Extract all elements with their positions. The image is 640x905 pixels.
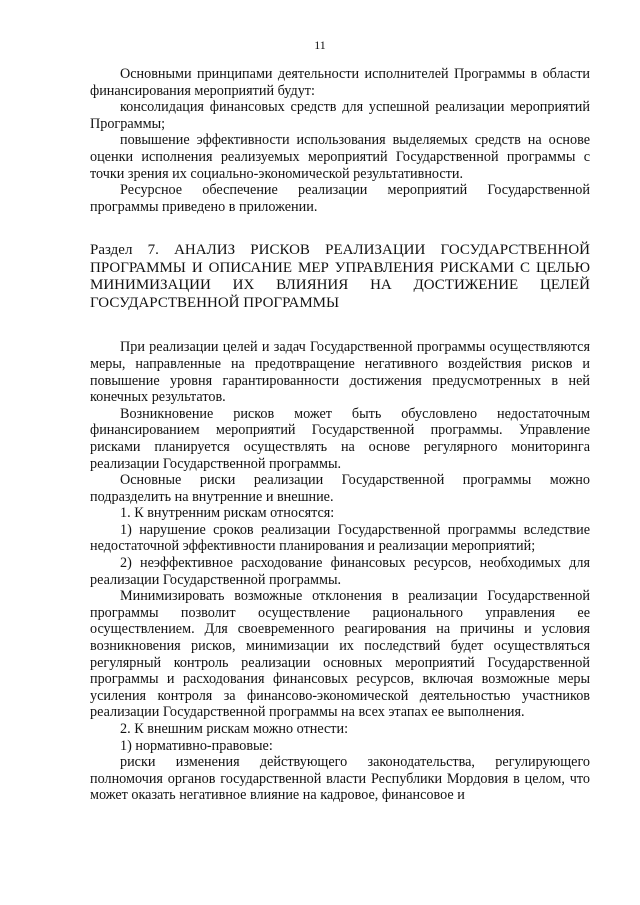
paragraph: 1) нарушение сроков реализации Государственной программы вследствие недостаточной эффективности планирования и реализации мероприятий; xyxy=(90,521,590,555)
section-heading: Раздел 7. АНАЛИЗ РИСКОВ РЕАЛИЗАЦИИ ГОСУДАРСТВЕННОЙ ПРОГРАММЫ И ОПИСАНИЕ МЕР УПРАВЛЕНИЯ РИСКАМИ С ЦЕЛЬЮ МИНИМИЗАЦИИ ИХ ВЛИЯНИЯ НА ДОСТИЖЕНИЕ ЦЕЛЕЙ ГОСУДАРСТВЕННОЙ ПРОГРАММЫ xyxy=(90,242,590,311)
paragraph: Основные риски реализации Государственной программы можно подразделить на внутренние и внешние. xyxy=(90,472,590,505)
page-number: 11 xyxy=(314,38,326,52)
paragraph: 2. К внешним рискам можно отнести: xyxy=(120,721,349,737)
paragraph: риски изменения действующего законодательства, регулирующего полномочия органов государственной власти Республики Мордовия в целом, что может оказать негативное влияние на кадровое, финансовое и xyxy=(90,754,590,804)
paragraph: 1) нормативно-правовые: xyxy=(120,737,273,754)
paragraph: Возникновение рисков может быть обусловлено недостаточным финансированием мероприятий Государственной программы. Управление рисками планируется осуществлять на основе регулярного мониторинга реализации Государственной программы. xyxy=(90,405,590,472)
paragraph: 2) неэффективное расходование финансовых ресурсов, необходимых для реализации Государственной программы. xyxy=(90,555,590,588)
paragraph: При реализации целей и задач Государственной программы осуществляются меры, направленные на предотвращение негативного воздействия рисков и повышение уровня гарантированности достижения предусмотренных в ней конечных результатов. xyxy=(90,339,590,406)
paragraph: Ресурсное обеспечение реализации мероприятий Государственной программы приведено в приложении. xyxy=(90,182,590,215)
document-body xyxy=(90,66,590,804)
paragraph: 1. К внутренним рискам относятся: xyxy=(120,505,335,522)
paragraph: повышение эффективности использования выделяемых средств на основе оценки исполнения реализуемых мероприятий Государственной программы с точки зрения их социально-экономической результативности. xyxy=(90,132,590,182)
spacer xyxy=(90,312,590,339)
paragraph: консолидация финансовых средств для успешной реализации мероприятий Программы; xyxy=(90,99,590,132)
paragraph: Минимизировать возможные отклонения в реализации Государственной программы позволит осуществление рационального управления ее осуществлением. Для своевременного реагирования на причины и условия возникновения рисков, минимизации их последствий будет осуществляться регулярный контроль реализации основных мероприятий Государственной программы и расходования финансовых ресурсов, включая возможные меры усиления контроля за финансово-экономической деятельностью участников реализации Государственной программы на всех этапах ее выполнения. xyxy=(90,588,590,721)
spacer xyxy=(90,215,590,242)
paragraph: Основными принципами деятельности исполнителей Программы в области финансирования мероприятий будут: xyxy=(90,66,590,99)
